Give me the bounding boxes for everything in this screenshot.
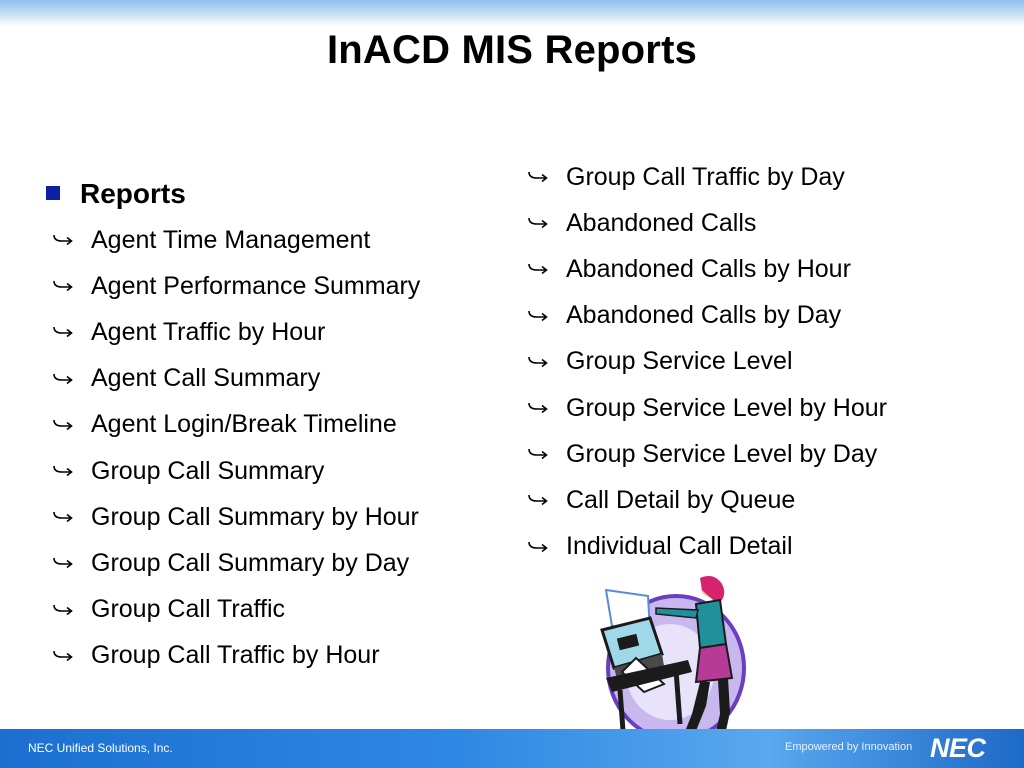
list-item-label: Agent Traffic by Hour xyxy=(91,317,326,346)
list-item-label: Group Call Summary by Day xyxy=(91,548,410,577)
footer-band xyxy=(0,729,1024,768)
curved-arrow-icon xyxy=(527,170,553,184)
slide-title: InACD MIS Reports xyxy=(326,28,698,72)
list-item-label: Abandoned Calls by Day xyxy=(566,301,842,330)
section-label: Reports xyxy=(80,178,186,209)
list-item-label: Group Call Summary xyxy=(91,456,325,485)
woman-with-fax-clipart xyxy=(596,574,746,746)
curved-arrow-icon xyxy=(52,325,78,339)
list-item-label: Group Service Level xyxy=(566,347,793,376)
curved-arrow-icon xyxy=(527,216,553,230)
list-item xyxy=(527,339,887,385)
list-item xyxy=(527,200,887,246)
list-item-label: Abandoned Calls xyxy=(566,208,757,237)
curved-arrow-icon xyxy=(527,401,553,415)
list-item xyxy=(52,633,420,679)
curved-arrow-icon xyxy=(527,447,553,461)
list-item-label: Agent Time Management xyxy=(91,225,371,254)
section-heading xyxy=(46,176,186,212)
square-bullet-icon xyxy=(46,186,60,200)
curved-arrow-icon xyxy=(52,649,78,663)
curved-arrow-icon xyxy=(52,603,78,617)
list-item xyxy=(52,587,420,633)
curved-arrow-icon xyxy=(527,262,553,276)
list-item xyxy=(52,356,420,402)
curved-arrow-icon xyxy=(52,279,78,293)
curved-arrow-icon xyxy=(527,355,553,369)
curved-arrow-icon xyxy=(527,493,553,507)
list-item-label: Group Call Summary by Hour xyxy=(91,502,419,531)
curved-arrow-icon xyxy=(52,418,78,432)
footer-tagline: Empowered by Innovation xyxy=(785,741,913,753)
list-item xyxy=(52,309,420,355)
list-item-label: Group Call Traffic by Hour xyxy=(91,641,380,670)
report-list-right xyxy=(527,154,887,570)
list-item xyxy=(52,494,420,540)
curved-arrow-icon xyxy=(52,464,78,478)
list-item xyxy=(527,154,887,200)
list-item-label: Group Service Level by Hour xyxy=(566,393,887,422)
list-item-label: Group Service Level by Day xyxy=(566,439,878,468)
curved-arrow-icon xyxy=(527,309,553,323)
report-list-left xyxy=(52,217,420,679)
curved-arrow-icon xyxy=(52,510,78,524)
list-item xyxy=(527,385,887,431)
list-item xyxy=(527,246,887,292)
list-item xyxy=(527,293,887,339)
nec-logo: NEC xyxy=(930,733,986,763)
list-item xyxy=(527,524,887,570)
list-item xyxy=(52,540,420,586)
curved-arrow-icon xyxy=(52,556,78,570)
list-item xyxy=(52,263,420,309)
list-item xyxy=(52,402,420,448)
curved-arrow-icon xyxy=(52,233,78,247)
footer-company: NEC Unified Solutions, Inc. xyxy=(28,741,173,755)
list-item xyxy=(52,217,420,263)
list-item-label: Abandoned Calls by Hour xyxy=(566,254,851,283)
list-item xyxy=(52,448,420,494)
list-item-label: Agent Performance Summary xyxy=(91,271,421,300)
list-item-label: Agent Login/Break Timeline xyxy=(91,410,397,439)
curved-arrow-icon xyxy=(527,540,553,554)
list-item-label: Group Call Traffic xyxy=(91,595,286,624)
top-gradient-band xyxy=(0,0,1024,26)
list-item xyxy=(527,477,887,523)
list-item-label: Call Detail by Queue xyxy=(566,485,796,514)
list-item-label: Individual Call Detail xyxy=(566,532,793,561)
list-item-label: Agent Call Summary xyxy=(91,364,321,393)
list-item xyxy=(527,431,887,477)
curved-arrow-icon xyxy=(52,372,78,386)
list-item-label: Group Call Traffic by Day xyxy=(566,162,845,191)
